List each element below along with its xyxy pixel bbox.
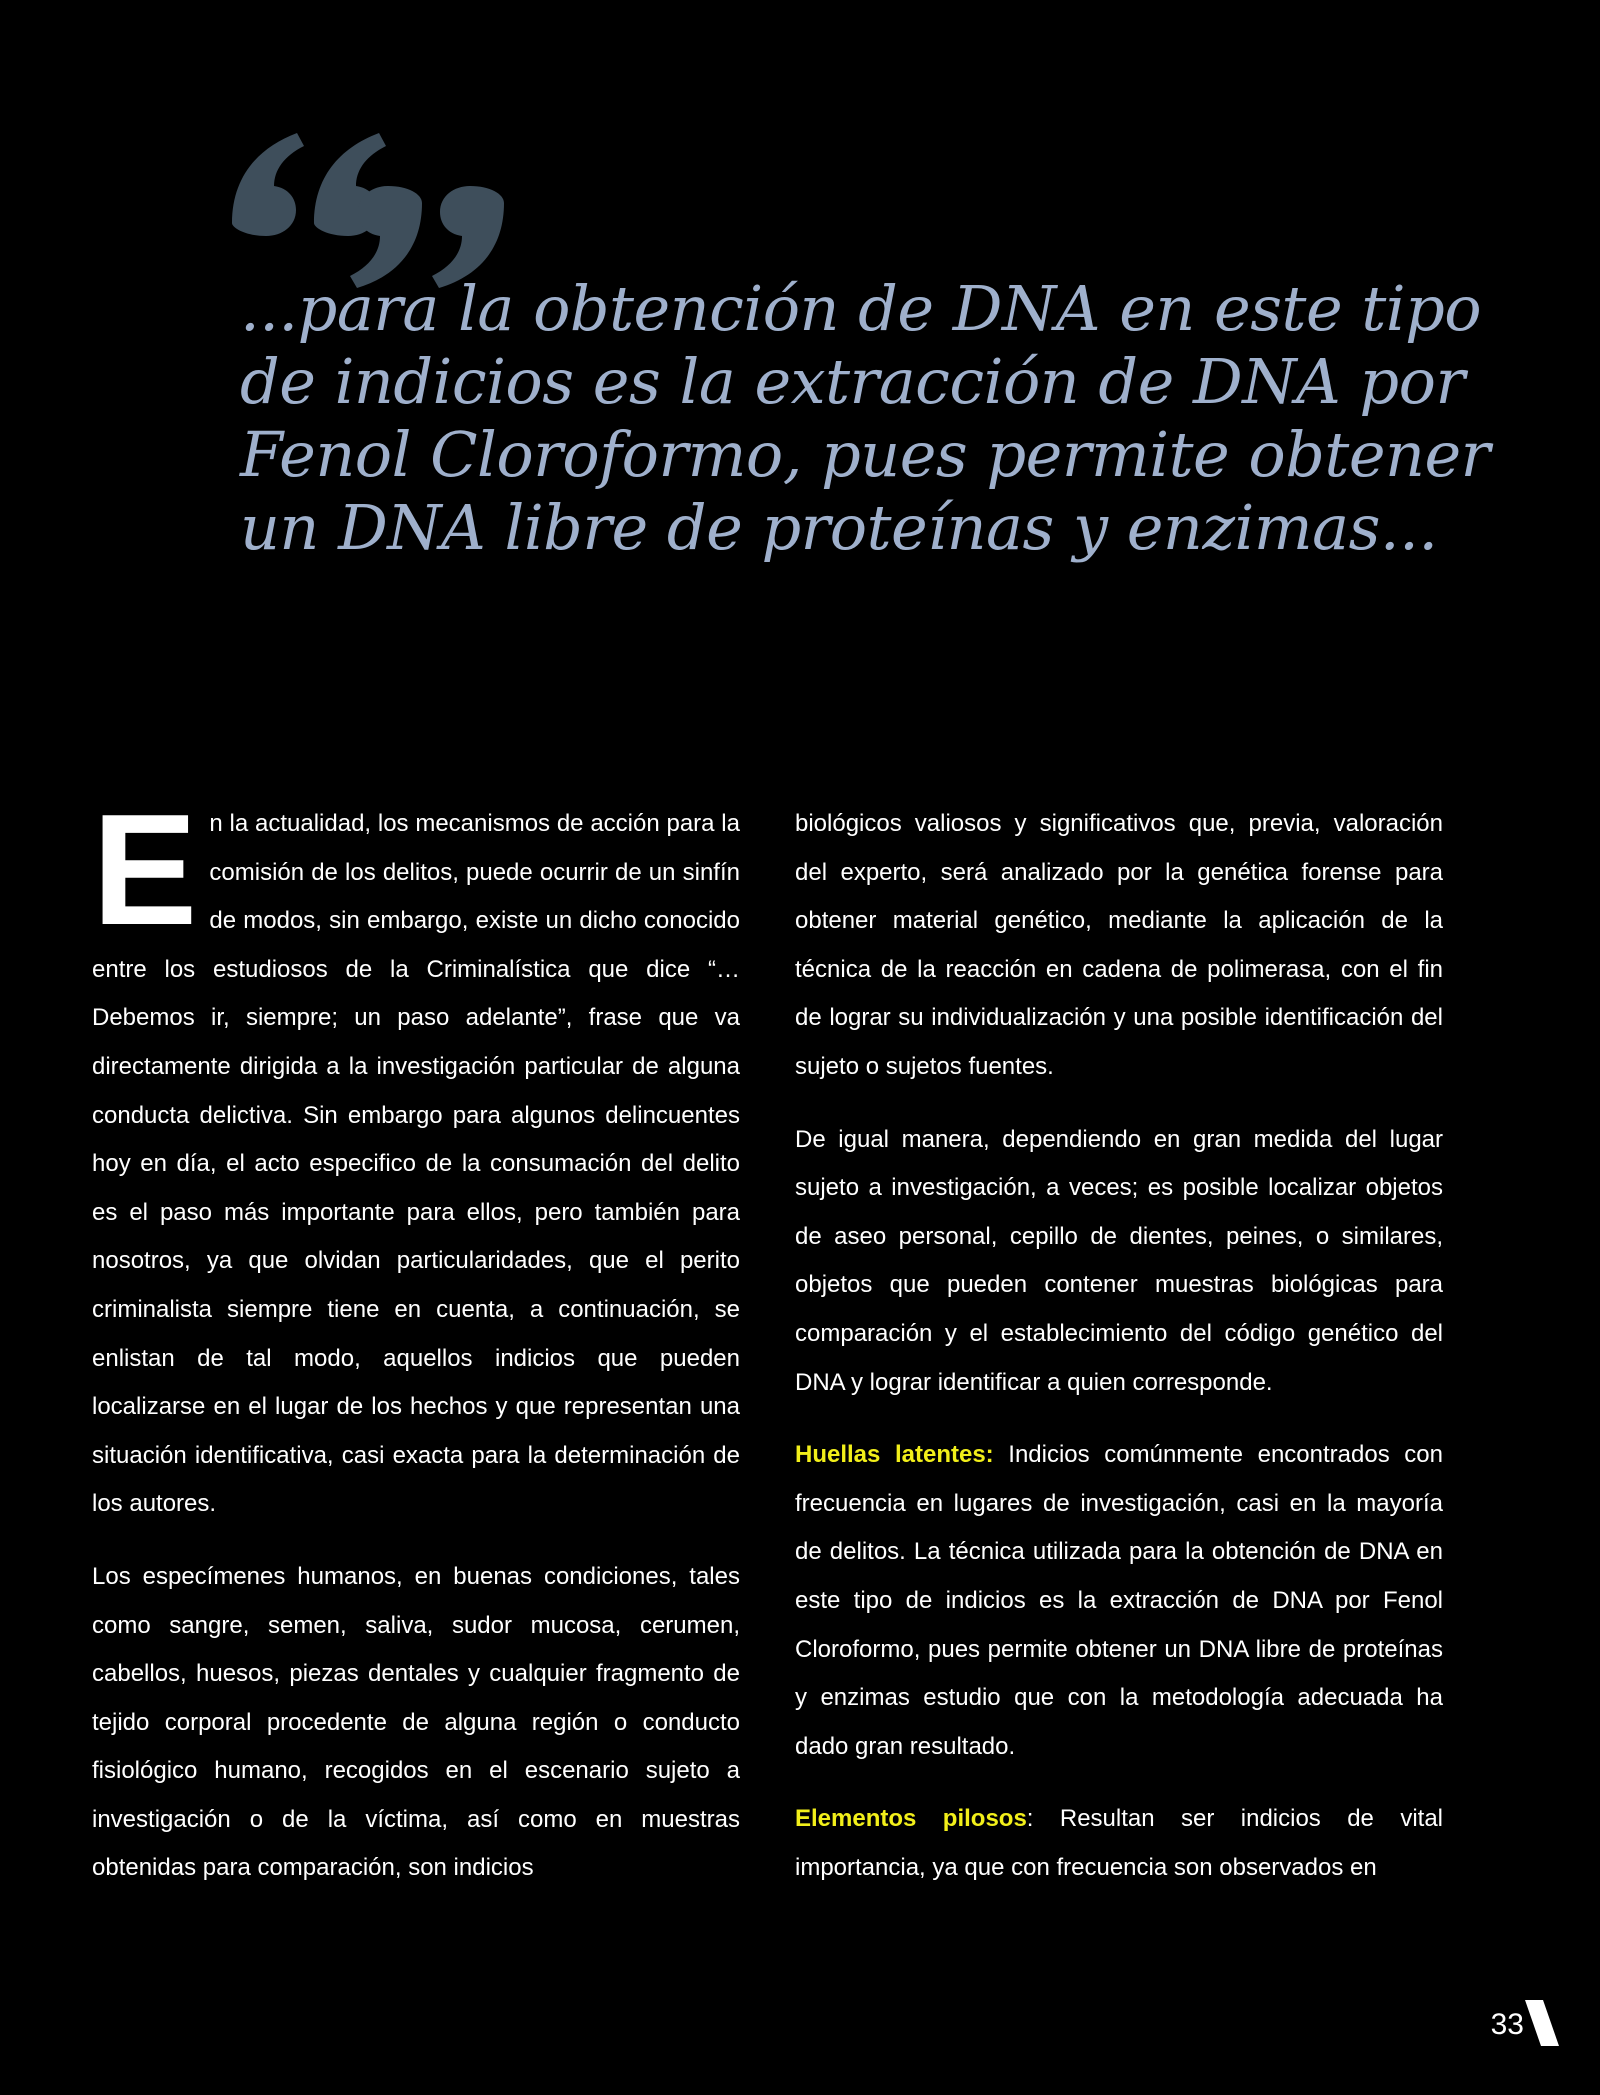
section-heading: Huellas latentes: [795,1441,994,1469]
page-number: 33 [1490,2008,1524,2041]
right-column [795,800,1443,1916]
paragraph-text: : Resultan ser indicios de vital importancia, ya que con frecuencia son observados en [795,1805,1443,1881]
paragraph-text: Indicios comúnmente encontrados con frecuencia en lugares de investigación, casi en la mayoría de delitos. La técnica utilizada para la obtención de DNA en este tipo de indicios es la extracción de DNA por Fenol Cloroformo, pues permite obtener un DNA libre de proteínas y enzimas estudio que con la metodología adecuada ha dado gran resultado. [795,1441,1443,1760]
paragraph [795,1795,1443,1892]
drop-cap: E [92,782,198,958]
section-heading: Elementos pilosos [795,1805,1027,1833]
left-column [92,782,740,1917]
paragraph [92,782,740,1529]
paragraph-text: n la actualidad, los mecanismos de acción para la comisión de los delitos, puede ocurrir de un sinfín de modos, sin embargo, existe un dicho conocido entre los estudiosos de la Criminalística que dice “…Debemos ir, siempre; un paso adelante”, frase que va directamente dirigida a la investigación particular de alguna conducta delictiva. Sin embargo para algunos delincuentes hoy en día, el acto especifico de la consumación del delito es el paso más importante para ellos, pero también para nosotros, ya que olvidan particularidades, que el perito criminalista siempre tiene en cuenta, a continuación, se enlistan de tal modo, aquellos indicios que pueden localizarse en el lugar de los hechos y que representan una situación identificativa, casi exacta para la determinación de los autores. [92,810,740,1518]
paragraph [795,1431,1443,1771]
paragraph: De igual manera, dependiendo en gran medida del lugar sujeto a investigación, a veces; es posible localizar objetos de aseo personal, cepillo de dientes, peines, o similares, objetos que pueden contener muestras biológicas para comparación y el establecimiento del código genético del DNA y lograr identificar a quien corresponde. [795,1125,1443,1396]
paragraph: biológicos valiosos y significativos que, previa, valoración del experto, será analizado por la genética forense para obtener material genético, mediante la aplicación de la técnica de la reacción en cadena de polimerasa, con el fin de lograr su individualización y una posible identificación del sujeto o sujetos fuentes. [795,810,1443,1080]
quote-marks-icon [222,128,512,288]
paragraph: Los especímenes humanos, en buenas condiciones, tales como sangre, semen, saliva, sudor mucosa, cerumen, cabellos, huesos, piezas dentales y cualquier fragmento de tejido corporal procedente de alguna región o conducto fisiológico humano, recogidos en el escenario sujeto a investigación o de la víctima, así como en muestras obtenidas para comparación, son indicios [92,1562,740,1882]
pull-quote: ...para la obtención de DNA en este tipo de indicios es la extracción de DNA por Fenol Cloroformo, pues permite obtener un DNA libre de proteínas y enzimas... [240,272,1490,564]
page-mark-icon [1525,2000,1559,2046]
